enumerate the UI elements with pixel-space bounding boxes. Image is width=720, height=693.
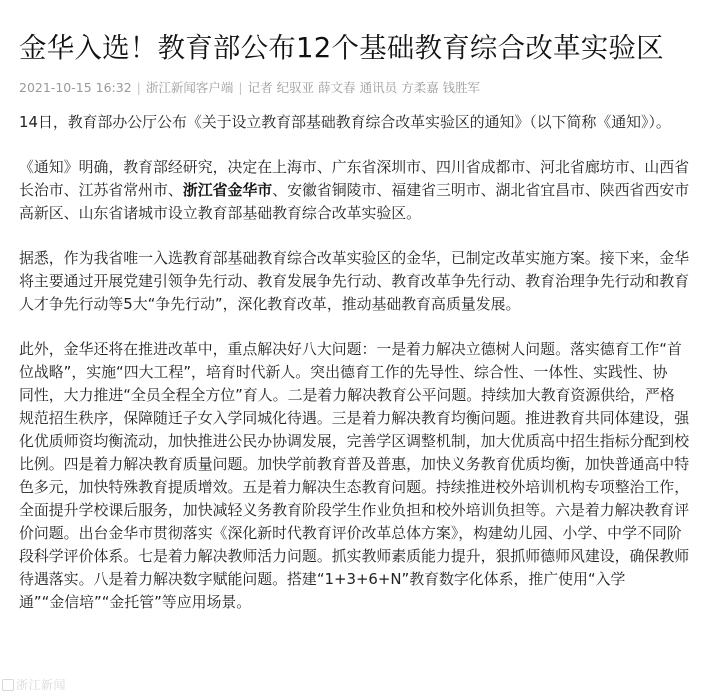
paragraph-line: 段科学评价体系。七是着力解决教师活力问题。抓实教师素质能力提升，狠抓师德师风建设，确保教师 bbox=[19, 547, 690, 565]
correspondent-label: 通讯员 bbox=[359, 80, 398, 95]
watermark-text: 浙江新闻 bbox=[16, 678, 67, 692]
paragraph-line: 高新区、山东省诸城市设立教育部基础教育综合改革实验区。 bbox=[19, 204, 422, 222]
paragraph-line: 待遇落实。八是着力解决数字赋能问题。搭建“1+3+6+N”教育数字化体系，推广使用“入学 bbox=[19, 570, 626, 588]
reporter-label: 记者 bbox=[247, 80, 273, 95]
paragraph-line: 规范招生秩序，保障随迁子女入学同城化待遇。三是着力解决教育均衡问题。推进教育共同体建设，强 bbox=[19, 409, 690, 427]
text-segment: 长治市、江苏省常州市、 bbox=[19, 181, 183, 199]
article bbox=[19, 0, 709, 614]
text-segment: 、安徽省铜陵市、福建省三明市、湖北省宜昌市、陕西省西安市 bbox=[272, 181, 690, 199]
paragraph-line: 14日，教育部办公厅公布《关于设立教育部基础教育综合改革实验区的通知》（以下简称《通知》）。 bbox=[19, 113, 671, 131]
highlight-jinhua: 浙江省金华市 bbox=[182, 181, 273, 199]
paragraph-line: 《通知》明确，教育部经研究，决定在上海市、广东省深圳市、四川省成都市、河北省廊坊市、山西省 bbox=[19, 158, 690, 176]
paragraph-line: 通”“金信培”“金托管”等应用场景。 bbox=[19, 593, 252, 611]
paragraph-line: 将主要通过开展党建引领争先行动、教育发展争先行动、教育改革争先行动、教育治理争先行动和教育 bbox=[19, 272, 690, 290]
paragraph-line: 色多元，加快特殊教育提质增效。五是着力解决生态教育问题。持续推进校外培训机构专项整治工作， bbox=[19, 478, 690, 496]
watermark-logo-icon bbox=[2, 679, 14, 691]
source-link[interactable]: 浙江新闻客户端 bbox=[145, 80, 234, 95]
article-title: 金华入选！教育部公布12个基础教育综合改革实验区 bbox=[19, 32, 664, 64]
paragraph-line bbox=[19, 179, 709, 202]
paragraph-1 bbox=[19, 111, 709, 134]
paragraph-line: 化优质师资均衡流动，加快推进公民办协调发展，完善学区调整机制，加大优质高中招生指标分配到校 bbox=[19, 432, 690, 450]
paragraph-line: 人才争先行动等5大“争先行动”，深化教育改革，推动基础教育高质量发展。 bbox=[19, 295, 521, 313]
reporter-names: 纪驭亚 薛文春 bbox=[276, 80, 356, 95]
paragraph-line: 位战略”，实施“四大工程”，培育时代新人。突出德育工作的先导性、综合性、一体性、实践性、协 bbox=[19, 363, 668, 381]
paragraph-line: 同性，大力推进“全员全程全方位”育人。二是着力解决教育公平问题。持续加大教育资源供给，严格 bbox=[19, 386, 675, 404]
paragraph-line: 据悉，作为我省唯一入选教育部基础教育综合改革实验区的金华，已制定改革实施方案。接下来，金华 bbox=[19, 249, 690, 267]
correspondent-names: 方柔嘉 钱胜军 bbox=[401, 80, 481, 95]
paragraph-line: 价问题。出台金华市贯彻落实《深化新时代教育评价改革总体方案》，构建幼儿园、小学、中学不同阶 bbox=[19, 524, 682, 542]
paragraph-4 bbox=[19, 338, 709, 614]
paragraph-2 bbox=[19, 156, 709, 225]
paragraph-line: 比例。四是着力解决教育质量问题。加快学前教育普及普惠，加快义务教育优质均衡，加快普通高中特 bbox=[19, 455, 690, 473]
paragraph-3 bbox=[19, 247, 709, 316]
article-meta bbox=[19, 79, 709, 97]
publish-datetime: 2021-10-15 16:32 bbox=[19, 80, 132, 95]
meta-separator: | bbox=[238, 80, 243, 95]
meta-separator: | bbox=[136, 80, 141, 95]
paragraph-line: 全面提升学校课后服务，加快减轻义务教育阶段学生作业负担和校外培训负担等。六是着力解决教育评 bbox=[19, 501, 690, 519]
watermark bbox=[2, 676, 66, 693]
paragraph-line: 此外，金华还将在推进改革中，重点解决好八大问题：一是着力解决立德树人问题。落实德育工作“首 bbox=[19, 340, 682, 358]
